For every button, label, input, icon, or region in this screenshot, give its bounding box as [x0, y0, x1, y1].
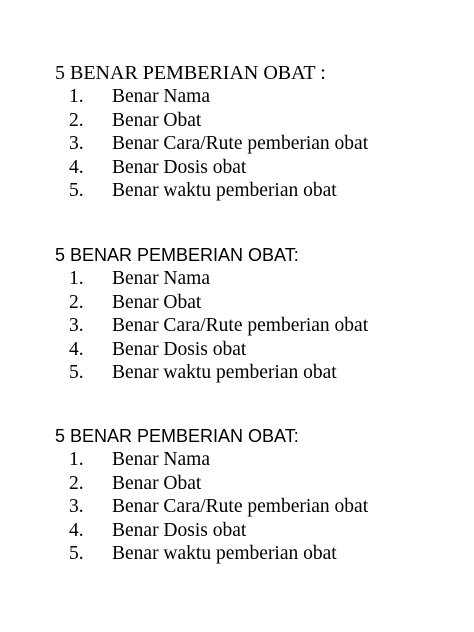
numbered-list: [55, 85, 465, 203]
item-text: Benar Nama: [112, 449, 210, 470]
item-text: Benar Obat: [112, 472, 202, 494]
section-heading: 5 BENAR PEMBERIAN OBAT:: [55, 245, 299, 265]
item-number: 3.: [69, 133, 84, 154]
list-item: [55, 156, 465, 180]
item-text: Benar Dosis obat: [112, 519, 247, 541]
list-item: [55, 179, 465, 203]
item-number: 3.: [69, 496, 84, 517]
item-number: 3.: [69, 315, 84, 336]
item-number: 2.: [69, 291, 84, 313]
item-text: Benar Dosis obat: [112, 338, 247, 360]
list-item: [55, 361, 465, 385]
list-item: [55, 132, 465, 156]
item-text: Benar Dosis obat: [112, 156, 247, 178]
item-text: Benar Cara/Rute pemberian obat: [112, 315, 369, 336]
item-text: Benar waktu pemberian obat: [112, 543, 337, 564]
numbered-list: [55, 267, 465, 385]
list-item: [55, 291, 465, 315]
list-item: [55, 338, 465, 362]
item-number: 4.: [69, 156, 84, 178]
item-number: 2.: [69, 109, 84, 131]
section-2: [55, 243, 465, 385]
item-number: 2.: [69, 472, 84, 494]
item-text: Benar waktu pemberian obat: [112, 362, 337, 383]
item-number: 1.: [69, 86, 84, 107]
list-item: [55, 314, 465, 338]
section-heading: 5 BENAR PEMBERIAN OBAT :: [55, 62, 326, 84]
item-text: Benar Obat: [112, 109, 202, 131]
list-item: [55, 472, 465, 496]
list-item: [55, 448, 465, 472]
item-text: Benar Obat: [112, 291, 202, 313]
numbered-list: [55, 448, 465, 566]
item-text: Benar Nama: [112, 268, 210, 289]
section-1: [55, 61, 465, 203]
item-number: 5.: [69, 362, 84, 383]
list-item: [55, 109, 465, 133]
section-3: [55, 424, 465, 566]
item-text: Benar waktu pemberian obat: [112, 180, 337, 201]
list-item: [55, 519, 465, 543]
item-number: 5.: [69, 180, 84, 201]
list-item: [55, 85, 465, 109]
list-item: [55, 267, 465, 291]
section-heading: 5 BENAR PEMBERIAN OBAT:: [55, 426, 299, 446]
item-number: 1.: [69, 449, 84, 470]
list-item: [55, 495, 465, 519]
list-item: [55, 542, 465, 566]
item-number: 4.: [69, 338, 84, 360]
item-text: Benar Nama: [112, 86, 210, 107]
item-number: 1.: [69, 268, 84, 289]
item-number: 4.: [69, 519, 84, 541]
item-number: 5.: [69, 543, 84, 564]
item-text: Benar Cara/Rute pemberian obat: [112, 133, 369, 154]
item-text: Benar Cara/Rute pemberian obat: [112, 496, 369, 517]
